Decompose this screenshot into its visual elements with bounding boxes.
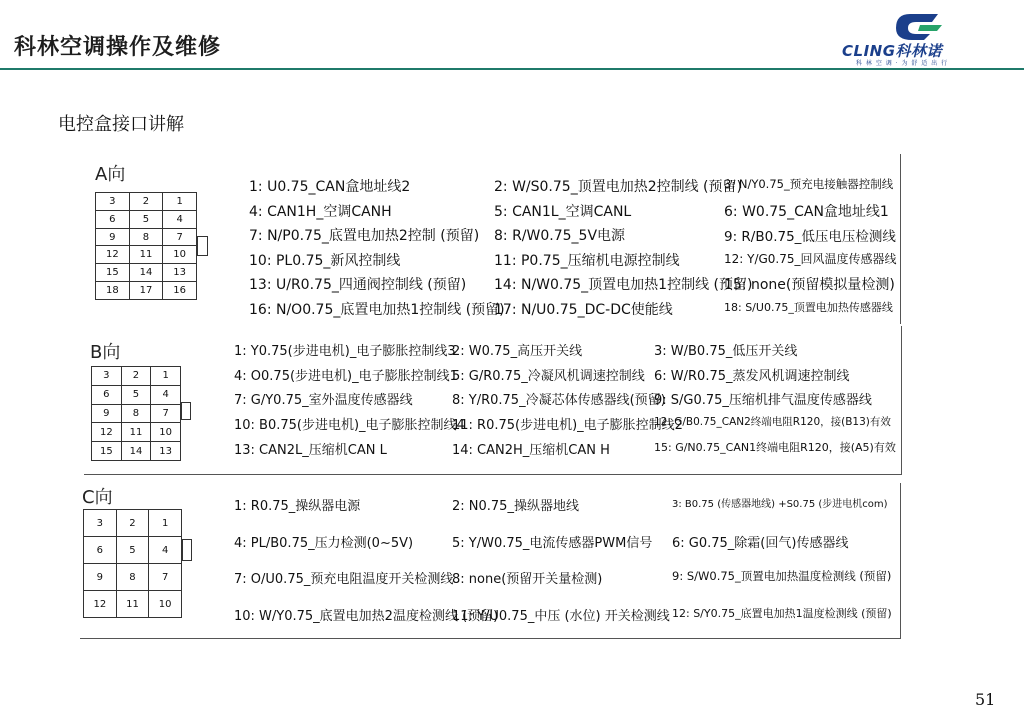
pin-cell: 12: [92, 423, 122, 442]
pin-definition: 4: PL/B0.75_压力检测(0~5V): [234, 535, 414, 551]
connector-c-latch: [182, 539, 192, 561]
pin-definition: 10: B0.75(步进电机)_电子膨胀控制线4: [234, 418, 465, 434]
pin-definition: 7: N/P0.75_底置电加热2控制 (预留): [249, 228, 480, 245]
pin-cell: 12: [96, 246, 130, 264]
pin-cell: 16: [163, 282, 197, 300]
pin-definition: 6: W0.75_CAN盒地址线1: [724, 203, 889, 220]
header-divider: [0, 68, 1024, 70]
pin-definition: 11: R0.75(步进电机)_电子膨胀控制线2: [452, 418, 683, 434]
pin-cell: 3: [92, 367, 122, 386]
pin-cell: 13: [163, 264, 197, 282]
connector-c-title: C向: [82, 487, 113, 508]
pin-cell: 4: [163, 210, 197, 228]
pin-definition: 9: R/B0.75_低压电压检测线: [724, 229, 896, 246]
pin-definition: 2: N0.75_操纵器地线: [452, 499, 579, 514]
pin-cell: 2: [129, 193, 163, 211]
pin-definition: 10: PL0.75_新风控制线: [249, 252, 401, 269]
pin-cell: 14: [129, 264, 163, 282]
pin-definition: 5: CAN1L_空调CANL: [494, 203, 632, 220]
pin-definition: 9: S/G0.75_压缩机排气温度传感器线: [654, 393, 872, 409]
pin-cell: 11: [121, 423, 151, 442]
pin-definition: 3: B0.75 (传感器地线) +S0.75 (步进电机com): [672, 499, 888, 510]
logo-tagline: 科 林 空 调 · 为 舒 适 出 行: [856, 60, 949, 67]
pin-cell: 8: [116, 564, 149, 591]
pin-definition: 1: U0.75_CAN盒地址线2: [249, 179, 411, 195]
pin-cell: 3: [96, 193, 130, 211]
pin-definition: 13: CAN2L_压缩机CAN L: [234, 442, 387, 458]
cling-logo-icon: [838, 10, 988, 42]
connector-panel-b: [84, 326, 902, 475]
page-number: 51: [975, 690, 996, 709]
pin-cell: 3: [84, 510, 117, 537]
pin-cell: 6: [96, 210, 130, 228]
pin-definition: 7: O/U0.75_预充电阻温度开关检测线: [234, 572, 454, 587]
pin-definition: 2: W0.75_高压开关线: [452, 344, 583, 359]
connector-panel-a: [83, 154, 901, 324]
pin-cell: 1: [151, 367, 181, 386]
pin-definition: 1: R0.75_操纵器电源: [234, 499, 361, 514]
pin-cell: 7: [163, 228, 197, 246]
pin-definition: 12: S/Y0.75_底置电加热1温度检测线 (预留): [672, 606, 892, 620]
pin-definition: 12: Y/G0.75_回风温度传感器线: [724, 251, 897, 266]
pin-cell: 13: [151, 442, 181, 461]
pin-cell: 5: [116, 537, 149, 564]
pin-cell: 10: [151, 423, 181, 442]
pin-cell: 2: [116, 510, 149, 537]
pin-definition: 5: Y/W0.75_电流传感器PWM信号: [452, 535, 653, 551]
pin-cell: 17: [129, 282, 163, 300]
pin-cell: 6: [84, 537, 117, 564]
pin-cell: 15: [92, 442, 122, 461]
pin-cell: 9: [84, 564, 117, 591]
pin-definition: 4: CAN1H_空调CANH: [249, 203, 392, 220]
pin-cell: 10: [149, 591, 182, 618]
pin-definition: 6: W/R0.75_蒸发风机调速控制线: [654, 368, 850, 384]
connector-a-pin-grid: [95, 192, 197, 300]
pin-definition: 15: none(预留模拟量检测): [724, 277, 895, 294]
pin-cell: 10: [163, 246, 197, 264]
cling-logo: [838, 10, 988, 66]
pin-definition: 8: Y/R0.75_冷凝芯体传感器线(预留): [452, 393, 666, 409]
connector-b-latch: [181, 402, 191, 420]
pin-definition: 5: G/R0.75_冷凝风机调速控制线: [452, 368, 645, 384]
pin-definition: 17: N/U0.75_DC-DC使能线: [494, 302, 673, 318]
pin-cell: 12: [84, 591, 117, 618]
pin-definition: 14: CAN2H_压缩机CAN H: [452, 442, 610, 458]
pin-cell: 4: [149, 537, 182, 564]
pin-definition: 18: S/U0.75_顶置电加热传感器线: [724, 301, 893, 314]
connector-b-title: B向: [90, 342, 121, 363]
pin-definition: 13: U/R0.75_四通阀控制线 (预留): [249, 277, 467, 294]
pin-definition: 11: Y/U0.75_中压 (水位) 开关检测线: [452, 608, 670, 624]
pin-definition: 2: W/S0.75_顶置电加热2控制线 (预留): [494, 179, 742, 195]
pin-definition: 11: P0.75_压缩机电源控制线: [494, 252, 680, 269]
pin-cell: 1: [163, 193, 197, 211]
connector-c-pin-grid: [83, 509, 182, 618]
pin-definition: 16: N/O0.75_底置电加热1控制线 (预留): [249, 302, 505, 318]
pin-definition: 10: W/Y0.75_底置电加热2温度检测线 (预留): [234, 608, 499, 624]
page-title: 科林空调操作及维修: [14, 35, 222, 60]
pin-cell: 1: [149, 510, 182, 537]
pin-definition: 3: N/Y0.75_预充电接触器控制线: [724, 177, 894, 191]
pin-cell: 11: [116, 591, 149, 618]
pin-cell: 18: [96, 282, 130, 300]
connector-a-latch: [197, 236, 208, 256]
pin-definition: 9: S/W0.75_顶置电加热温度检测线 (预留): [672, 569, 892, 583]
pin-cell: 5: [129, 210, 163, 228]
pin-definition: 14: N/W0.75_顶置电加热1控制线 (预留): [494, 277, 753, 294]
connector-a-title: A向: [95, 164, 126, 185]
pin-cell: 6: [92, 385, 122, 404]
logo-wordmark: CLING科林诺: [842, 42, 943, 60]
pin-definition: 1: Y0.75(步进电机)_电子膨胀控制线3: [234, 344, 456, 359]
pin-definition: 15: G/N0.75_CAN1终端电阻R120，接(A5)有效: [654, 440, 896, 454]
pin-cell: 15: [96, 264, 130, 282]
pin-definition: 6: G0.75_除霜(回气)传感器线: [672, 535, 849, 551]
pin-cell: 5: [121, 385, 151, 404]
pin-definition: 12: G/B0.75_CAN2终端电阻R120，接(B13)有效: [654, 416, 891, 429]
pin-cell: 7: [149, 564, 182, 591]
pin-definition: 4: O0.75(步进电机)_电子膨胀控制线1: [234, 368, 458, 384]
pin-cell: 9: [92, 404, 122, 423]
pin-cell: 8: [121, 404, 151, 423]
connector-panel-c: [80, 483, 901, 639]
pin-cell: 8: [129, 228, 163, 246]
pin-cell: 2: [121, 367, 151, 386]
pin-cell: 4: [151, 385, 181, 404]
pin-cell: 14: [121, 442, 151, 461]
connector-b-pin-grid: [91, 366, 181, 461]
pin-cell: 7: [151, 404, 181, 423]
pin-definition: 8: none(预留开关量检测): [452, 572, 603, 587]
pin-definition: 8: R/W0.75_5V电源: [494, 228, 626, 245]
section-title: 电控盒接口讲解: [58, 114, 184, 135]
pin-definition: 7: G/Y0.75_室外温度传感器线: [234, 393, 413, 409]
pin-definition: 3: W/B0.75_低压开关线: [654, 344, 798, 359]
pin-cell: 9: [96, 228, 130, 246]
pin-cell: 11: [129, 246, 163, 264]
